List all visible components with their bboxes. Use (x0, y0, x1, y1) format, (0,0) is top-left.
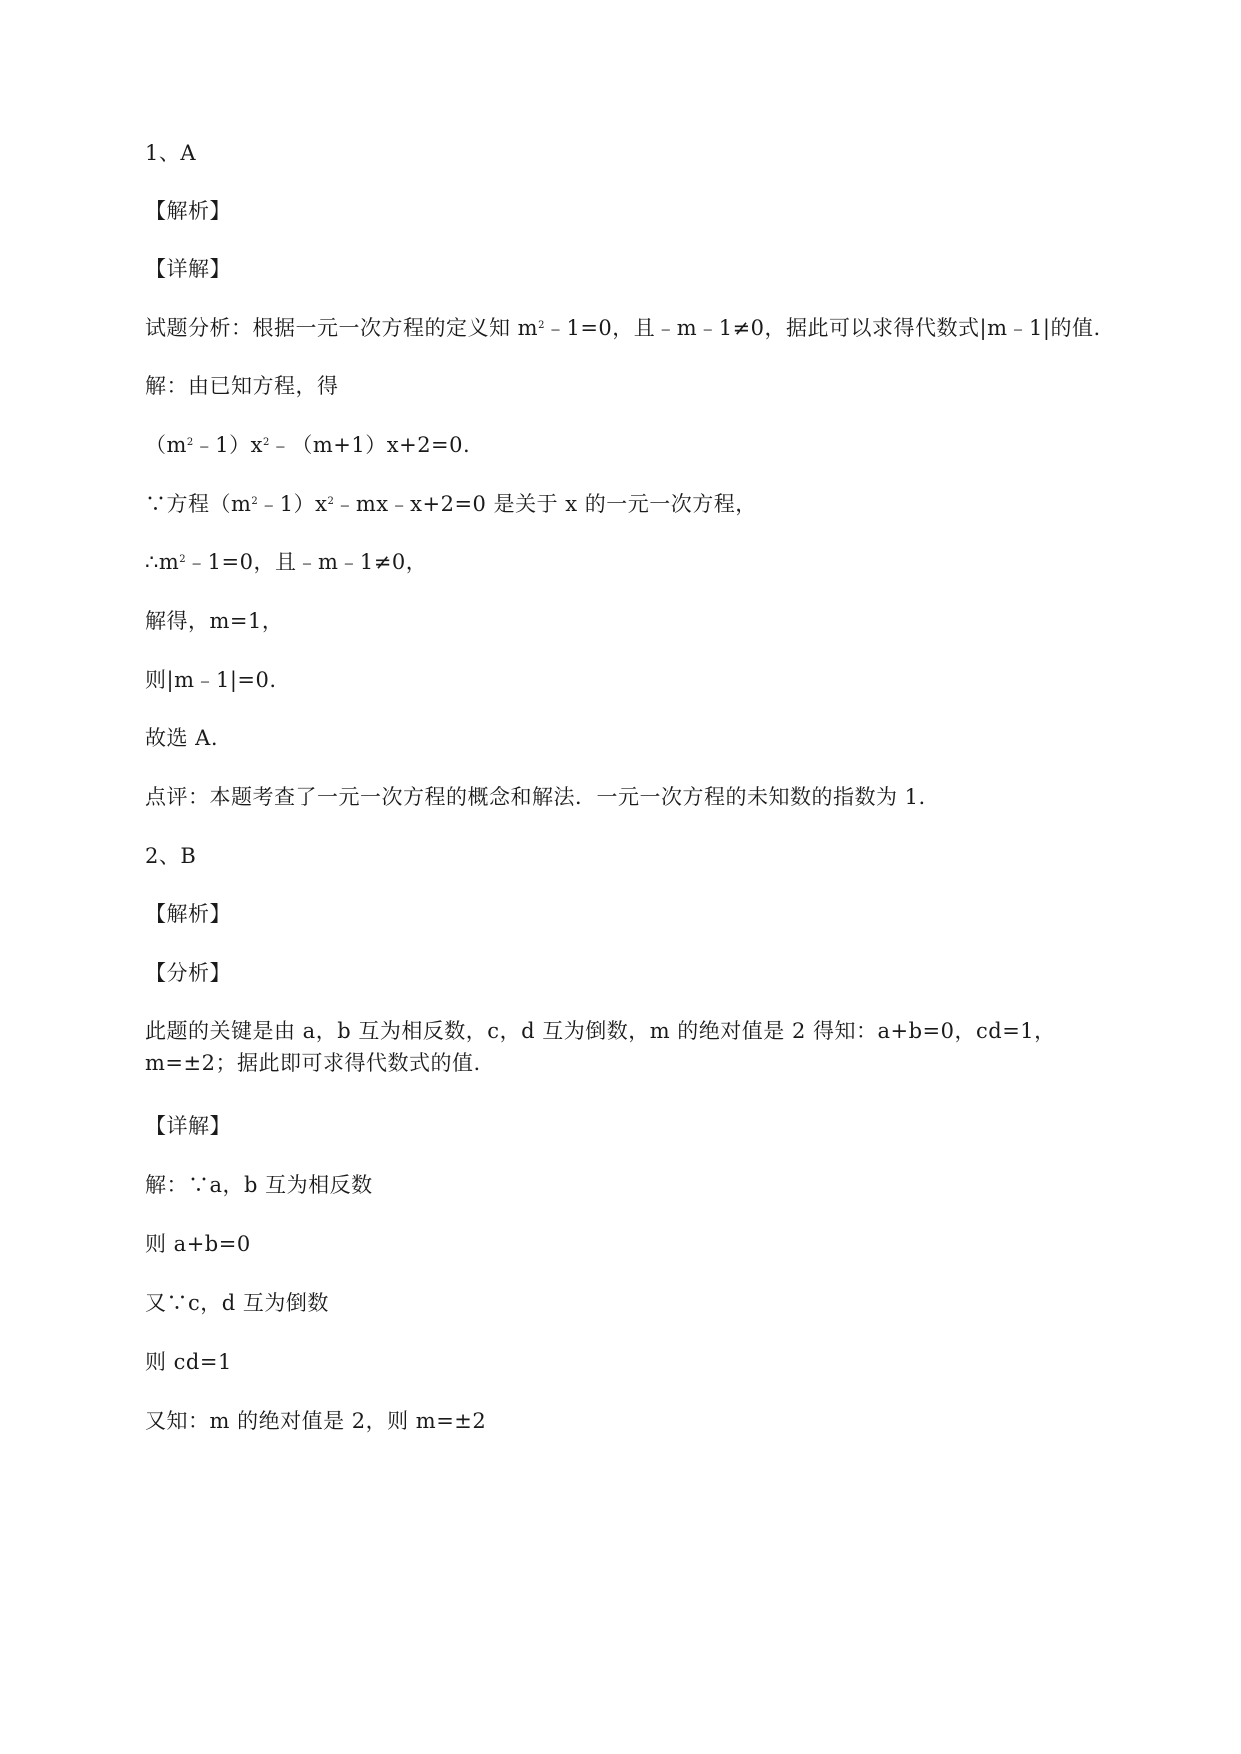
superscript: 2 (538, 320, 545, 331)
text-run: 又知：m 的绝对值是 2，则 m=±2 (145, 1409, 487, 1433)
comment-line (145, 781, 926, 813)
text-run: 解：∵a，b 互为相反数 (145, 1173, 373, 1197)
superscript: 2 (179, 554, 187, 565)
therefore-line (145, 546, 427, 578)
text-run: 【详解】 (145, 257, 231, 281)
solution-step-5 (145, 1405, 486, 1437)
choice-line (145, 722, 218, 754)
text-run: 则|m﹣1|=0. (145, 668, 277, 692)
text-run: 解：由已知方程，得 (145, 374, 339, 398)
text-run: 2、B (145, 844, 197, 868)
text-run: ﹣mx﹣x+2=0 是关于 x 的一元一次方程， (334, 492, 757, 516)
text-run: ﹣1）x (258, 492, 328, 516)
solved-line (145, 605, 283, 637)
text-run: ∴m (145, 550, 180, 574)
superscript: 2 (263, 437, 270, 448)
text-run: 【解析】 (145, 902, 231, 926)
solution-intro (145, 370, 339, 402)
solution-step-3 (145, 1287, 329, 1319)
answer-1-heading (145, 137, 196, 169)
analysis-heading (145, 195, 231, 227)
text-run: 1、A (145, 141, 197, 165)
problem-analysis-text (145, 312, 1101, 344)
reasoning-text (145, 1015, 1145, 1079)
text-run: ﹣1）x (193, 433, 264, 457)
reasoning-heading (145, 957, 231, 989)
text-run: 故选 A. (145, 726, 219, 750)
answer-2-heading (145, 840, 196, 872)
equation-line (145, 429, 470, 461)
because-line (145, 488, 757, 520)
detail-heading-2 (145, 1110, 231, 1142)
text-run: （m (145, 433, 187, 457)
superscript: 2 (327, 496, 335, 507)
solution-step-4 (145, 1346, 232, 1378)
text-run: ﹣1=0，且﹣m﹣1≠0，据此可以求得代数式|m﹣1|的值. (544, 316, 1101, 340)
text-run: 则 cd=1 (145, 1350, 232, 1374)
solution-step-2 (145, 1228, 251, 1260)
text-run: ∵方程（m (145, 492, 252, 516)
text-run: 试题分析：根据一元一次方程的定义知 m (145, 316, 539, 340)
superscript: 2 (251, 496, 259, 507)
text-run: 【解析】 (145, 199, 231, 223)
superscript: 2 (186, 437, 194, 448)
result-line (145, 664, 277, 696)
text-run: 【详解】 (145, 1114, 231, 1138)
text-run: 则 a+b=0 (145, 1232, 251, 1256)
text-run: 此题的关键是由 a，b 互为相反数，c，d 互为倒数，m 的绝对值是 2 得知：a+b=0，cd=1，m=±2；据此即可求得代数式的值. (145, 1019, 1056, 1075)
text-run: ﹣（m+1）x+2=0. (269, 433, 471, 457)
analysis-heading-2 (145, 898, 231, 930)
text-run: 又∵c，d 互为倒数 (145, 1291, 329, 1315)
text-run: 解得，m=1， (145, 609, 284, 633)
solution-step-1 (145, 1169, 373, 1201)
text-run: 点评：本题考查了一元一次方程的概念和解法．一元一次方程的未知数的指数为 1. (145, 785, 926, 809)
text-run: 【分析】 (145, 961, 231, 985)
text-run: ﹣1=0，且﹣m﹣1≠0， (186, 550, 428, 574)
detail-heading (145, 253, 231, 285)
